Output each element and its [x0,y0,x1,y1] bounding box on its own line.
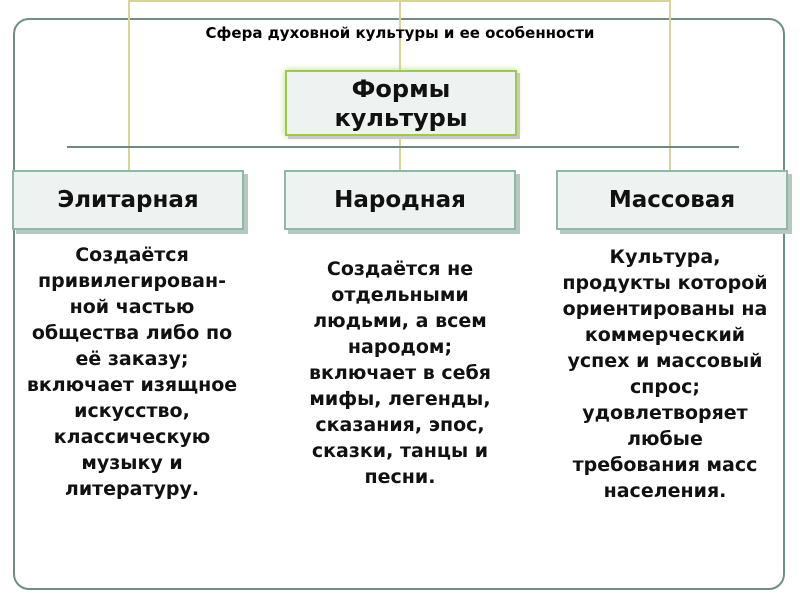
connector-center-lower [399,134,401,172]
description-line: отдельными [331,284,469,306]
description-line: классическую [53,426,211,448]
description-line: успех и массовый [567,350,763,372]
center-node-label-line2: культуры [334,104,468,132]
description-line: общества либо по [31,322,233,344]
category-folk: Народная [284,170,516,230]
description-line: включает изящное [26,374,238,396]
description-line: продукты которой [562,272,768,294]
description-line: удовлетворяет [582,402,748,424]
description-line: ной частью [69,296,195,318]
description-line: спрос; [630,376,700,398]
diagram-title: Сфера духовной культуры и ее особенности [205,24,595,42]
description-line: ориентированы на [562,298,768,320]
description-line: литературу. [64,478,200,500]
description-line: коммерческий [584,324,746,346]
description-line: Создаётся [75,244,189,266]
category-elite: Элитарная [12,170,244,230]
description-line: искусство, [74,400,190,422]
description-line: народом; [347,336,453,358]
description-line: требования масс [572,454,758,476]
description-line: мифы, легенды, [309,388,491,410]
description-line: Культура, [609,246,721,268]
center-node-forms [285,70,517,136]
description-line: включает в себя [309,362,491,384]
description-line: её заказу; [75,348,189,370]
description-elite [4,242,260,502]
description-line: музыку и [81,452,183,474]
category-mass: Массовая [556,170,788,230]
description-mass [530,244,800,504]
description-line: песни. [364,466,436,488]
divider-line [67,146,739,148]
description-folk [277,256,523,490]
center-node-label-line1: Формы [351,75,451,103]
description-line: сказания, эпос, [315,414,485,436]
description-line: привилегирован- [38,270,226,292]
description-line: любые [627,428,703,450]
description-line: сказки, танцы и [311,440,489,462]
description-line: людьми, а всем [313,310,487,332]
description-line: населения. [603,480,727,502]
description-line: Создаётся не [326,258,474,280]
